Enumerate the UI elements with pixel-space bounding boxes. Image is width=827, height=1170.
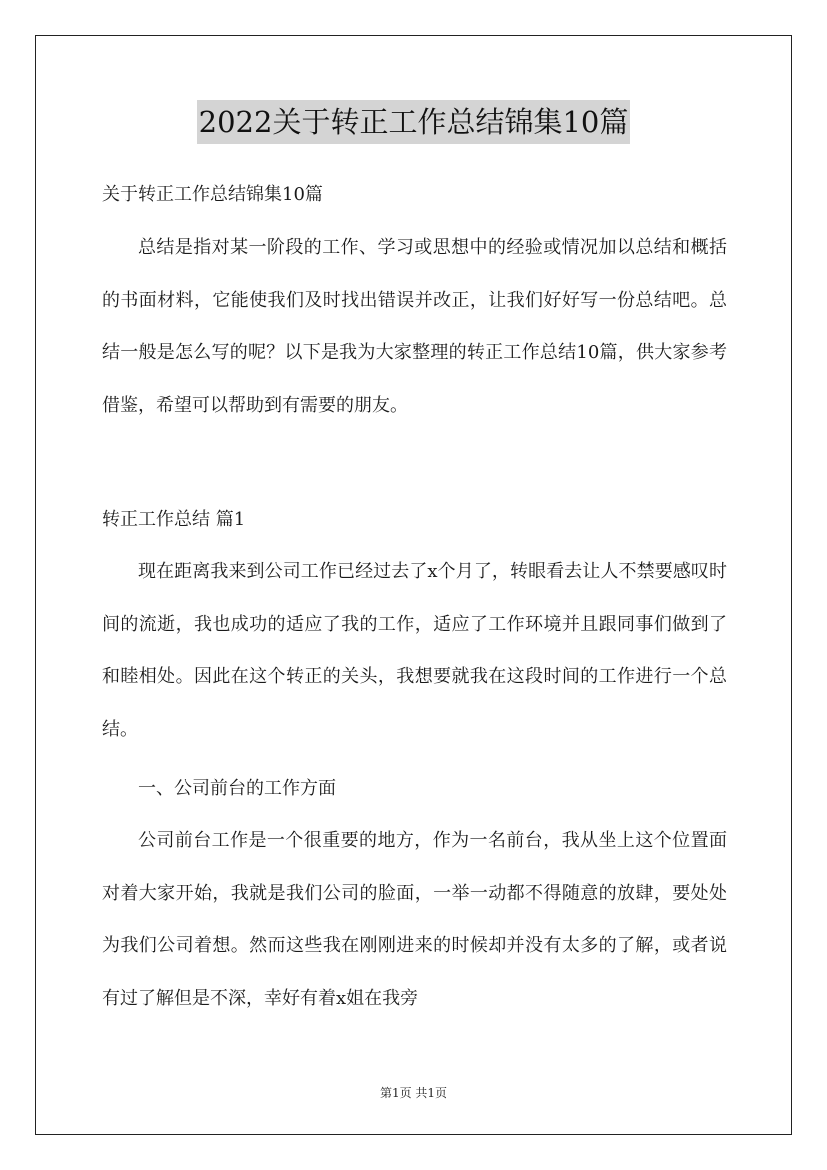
document-subtitle: 关于转正工作总结锦集10篇 bbox=[102, 184, 323, 205]
section-heading: 转正工作总结 篇1 bbox=[102, 509, 246, 530]
page-footer: 第1页 共1页 bbox=[379, 1086, 448, 1100]
document-title: 2022关于转正工作总结锦集10篇 bbox=[197, 100, 631, 144]
subheading-front-desk: 一、公司前台的工作方面 bbox=[138, 778, 336, 799]
section-paragraph-2: 公司前台工作是一个很重要的地方，作为一名前台，我从坐上这个位置面对着大家开始，我就是我们公司的脸面，一举一动都不得随意的放肆，要处处为我们公司着想。然而这些我在刚刚进来的时候却并没有太多的了解，或者说有过了解但是不深，幸好有着x姐在我旁 bbox=[102, 830, 727, 1009]
section-paragraph-1: 现在距离我来到公司工作已经过去了x个月了，转眼看去让人不禁要感叹时间的流逝，我也成功的适应了我的工作，适应了工作环境并且跟同事们做到了和睦相处。因此在这个转正的关头，我想要就我在这段时间的工作进行一个总结。 bbox=[102, 561, 727, 740]
intro-paragraph: 总结是指对某一阶段的工作、学习或思想中的经验或情况加以总结和概括的书面材料，它能使我们及时找出错误并改正，让我们好好写一份总结吧。总结一般是怎么写的呢？以下是我为大家整理的转正工作总结10篇，供大家参考借鉴，希望可以帮助到有需要的朋友。 bbox=[102, 237, 727, 416]
title-container bbox=[0, 100, 827, 144]
